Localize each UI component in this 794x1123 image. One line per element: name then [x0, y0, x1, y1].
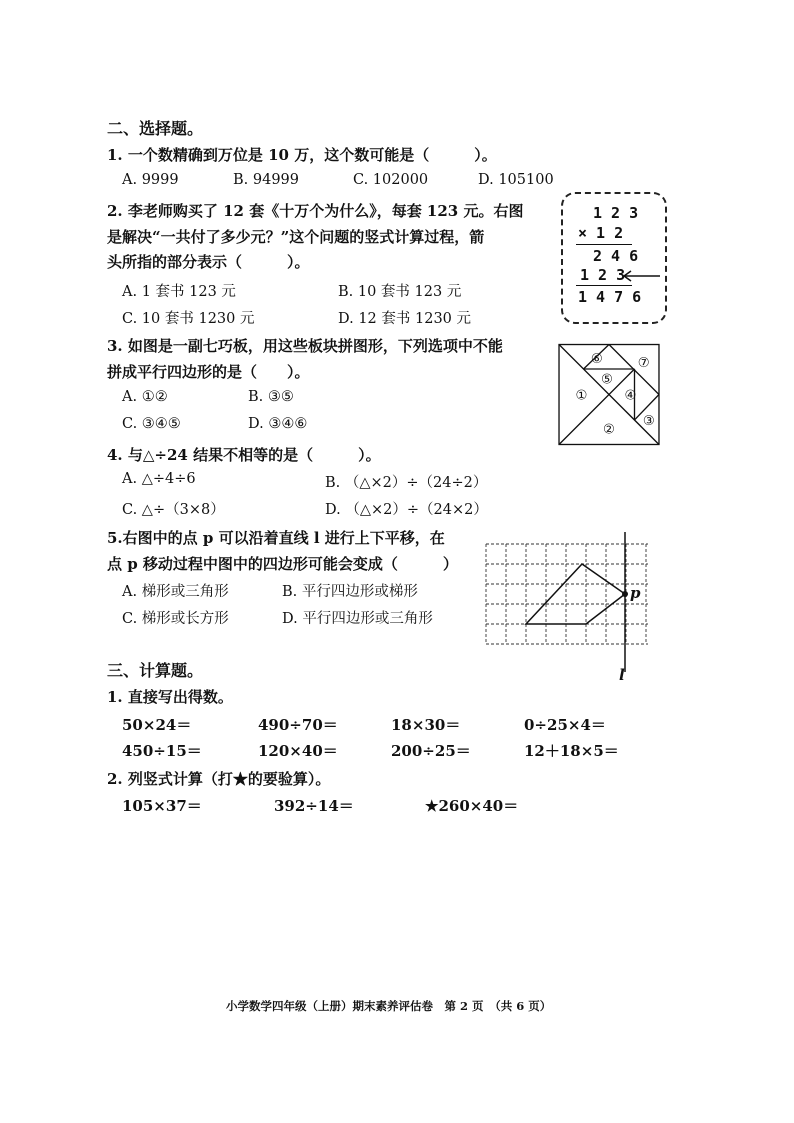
question-1-stem: 1. 一个数精确到万位是 10 万，这个数可能是（ ）。	[107, 146, 497, 164]
q5-option-c[interactable]: C. 梯形或长方形	[122, 611, 229, 627]
question-5-line-1: 5.右图中的点 p 可以沿着直线 l 进行上下平移，在	[107, 529, 445, 547]
oral-calc-item: 450÷15＝	[122, 742, 202, 760]
oral-calc-item: 18×30＝	[391, 716, 461, 734]
question-3-line-2: 拼成平行四边形的是（ ）。	[107, 363, 310, 381]
q3-option-d[interactable]: D. ③④⑥	[248, 416, 308, 432]
q3-option-b[interactable]: B. ③⑤	[248, 389, 294, 405]
line-l-label: l	[619, 666, 625, 684]
arrow-left-icon	[620, 268, 662, 284]
q5-option-b[interactable]: B. 平行四边形或梯形	[282, 584, 418, 600]
q1-option-b[interactable]: B. 94999	[233, 172, 300, 188]
q2-option-c[interactable]: C. 10 套书 1230 元	[122, 311, 255, 327]
grid-quadrilateral-figure	[482, 528, 654, 686]
question-2-line-1: 2. 李老师购买了 12 套《十万个为什么》，每套 123 元。右图	[107, 202, 524, 220]
q3-option-a[interactable]: A. ①②	[122, 389, 168, 405]
q4-option-a[interactable]: A. △÷4÷6	[122, 471, 196, 487]
vertical-calc-item-starred: ★260×40＝	[425, 797, 519, 815]
oral-calc-item: 200÷25＝	[391, 742, 471, 760]
q1-option-d[interactable]: D. 105100	[478, 172, 554, 188]
calc-row-multiplier: × 1 2	[578, 224, 624, 242]
tangram-figure	[558, 343, 660, 446]
tangram-label-3: ③	[642, 414, 655, 430]
q1-option-a[interactable]: A. 9999	[122, 172, 179, 188]
oral-calc-item: 50×24＝	[122, 716, 192, 734]
q4-option-c[interactable]: C. △÷（3×8）	[122, 502, 225, 518]
tangram-label-4: ④	[624, 388, 637, 404]
tangram-label-2: ②	[603, 422, 615, 438]
calc-row-partial-2: 1 2 3	[580, 266, 626, 284]
oral-calc-item: 0÷25×4＝	[524, 716, 606, 734]
calc-part-2-title: 2. 列竖式计算（打★的要验算）。	[107, 770, 331, 788]
oral-calc-item: 120×40＝	[258, 742, 338, 760]
vertical-calc-item: 105×37＝	[122, 797, 202, 815]
calc-part-1-title: 1. 直接写出得数。	[107, 688, 233, 706]
q5-option-a[interactable]: A. 梯形或三角形	[122, 584, 229, 600]
q4-option-d[interactable]: D. （△×2）÷（24×2）	[325, 502, 488, 518]
tangram-label-1: ①	[575, 388, 588, 404]
question-5-line-2: 点 p 移动过程中图中的四边形可能会变成（ ）	[107, 555, 458, 573]
calc-row-product: 1 4 7 6	[578, 288, 642, 306]
question-2-line-3: 头所指的部分表示（ ）。	[107, 253, 310, 271]
question-3-line-1: 3. 如图是一副七巧板，用这些板块拼图形，下列选项中不能	[107, 337, 503, 355]
oral-calc-item: 490÷70＝	[258, 716, 338, 734]
oral-calc-item: 12＋18×5＝	[524, 742, 619, 760]
point-p-label: p	[630, 584, 641, 602]
q2-option-b[interactable]: B. 10 套书 123 元	[338, 284, 462, 300]
tangram-label-7: ⑦	[637, 355, 650, 371]
q2-option-d[interactable]: D. 12 套书 1230 元	[338, 311, 472, 327]
quadrilateral-shape	[526, 564, 625, 624]
section-title-choice: 二、选择题。	[107, 119, 204, 138]
page-footer: 小学数学四年级（上册）期末素养评估卷 第 2 页 （共 6 页）	[226, 999, 552, 1013]
section-title-calculation: 三、计算题。	[107, 661, 204, 680]
calc-divider-line-2	[576, 285, 632, 286]
calc-row-multiplicand: 1 2 3	[593, 204, 639, 222]
question-2-line-2: 是解决“一共付了多少元？”这个问题的竖式计算过程，箭	[107, 228, 485, 246]
q3-option-c[interactable]: C. ③④⑤	[122, 416, 181, 432]
calc-row-partial-1: 2 4 6	[593, 247, 639, 265]
tangram-label-6: ⑥	[590, 351, 603, 367]
tangram-label-5: ⑤	[601, 372, 613, 388]
calc-divider-line	[576, 244, 632, 245]
q5-option-d[interactable]: D. 平行四边形或三角形	[282, 611, 433, 627]
q1-option-c[interactable]: C. 102000	[353, 172, 429, 188]
point-p	[622, 591, 628, 597]
q4-option-b[interactable]: B. （△×2）÷（24÷2）	[325, 475, 488, 491]
vertical-calc-item: 392÷14＝	[274, 797, 354, 815]
question-4-stem: 4. 与△÷24 结果不相等的是（ ）。	[107, 446, 381, 464]
q2-option-a[interactable]: A. 1 套书 123 元	[122, 284, 236, 300]
